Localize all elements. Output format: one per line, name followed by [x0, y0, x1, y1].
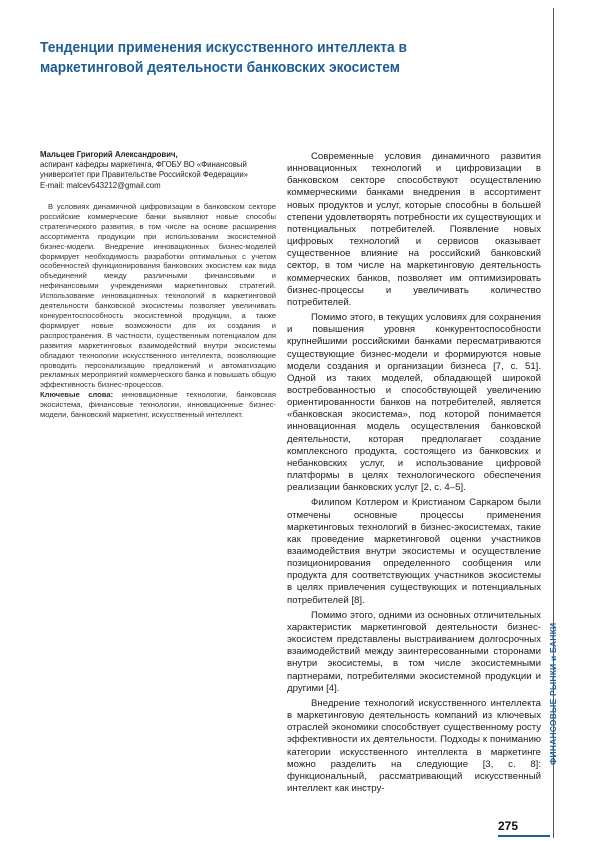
keywords-text: инновационные технологии, банковская экосистема, финансовые технологии, инновационные бизнес-модели, банковский маркетинг, искусственный интеллект.: [40, 390, 276, 419]
abstract: [40, 202, 276, 390]
author-block: [40, 150, 276, 191]
keywords-label: Ключевые слова:: [40, 390, 114, 399]
author-position: аспирант кафедры маркетинга, ФГОБУ ВО «Финансовый университет при Правительстве Российской Федерации»: [40, 160, 249, 180]
paragraph: Современные условия динамичного развития инновационных технологий и цифровизации в банковском секторе способствуют осуществлению коммерческими банками внедрения в ассортимент новых продуктов и услуг, которые способны в большей степени удовлетворять потребности их существующих и потенциальных потребителей. Появление новых цифровых технологий и сервисов оказывает существенное влияние на российский банковский сектор, в том числе на маркетинговую деятельность коммерческих банков, позволяет им оптимизировать бизнес-процессы и увеличивать количество потребителей.: [287, 151, 541, 308]
keywords: [40, 390, 276, 420]
paragraph: Помимо этого, в текущих условиях для сохранения и повышения уровня конкурентоспособности крупнейшими российскими банками пересматриваются существующие бизнес-модели и формируются новые модели создания и организации бизнеса [7, с. 51]. Одной из таких моделей, обладающей широкой востребованностью и способствующей увеличению ориентированности банков на потребителей, является «банковская экосистема», под которой понимается инновационная модель осуществления банковской деятельности, которая предполагает создание комплексного продукта, состоящего из банковских и небанковских услуг, и использование цифровой платформы в целях технологического обеспечения реализации банковских услуг [2, с. 4–5].: [287, 312, 541, 494]
main-text-column: [287, 151, 541, 816]
footer-rule: [498, 835, 550, 837]
author-email: E-mail: malcev543212@gmail.com: [40, 180, 161, 190]
section-side-label: ФИНАНСОВЫЕ РЫНКИ и БАНКИ: [548, 622, 558, 765]
abstract-text: В условиях динамичной цифровизации в банковском секторе российские коммерческие банки выявляют новые способы стратегического развития, в том числе на основе расширения ассортимента продукции при использовании экосистемной бизнес-модели. Внедрение инновационных бизнес-моделей формирует необходимость разработки оптимальных с учетом особенностей функционирования банковских экосистем как вида объединений между различными финансовыми и нефинансовыми учреждениями маркетинговых стратегий. Использование инновационных технологий в маркетинговой деятельности банковской экосистемы позволяет увеличивать конкурентоспособность экосистемной продукции, а также формирует новые возможности для их создания и распространения. В частности, существенным потенциалом для развития маркетинговых взаимодействий внутри экосистемы обладают технологии искусственного интеллекта, позволяющие проводить персонализацию предложений и автоматизацию рекламных мероприятий коммерческого банка и повышать общую эффективность бизнес-процессов.: [40, 202, 276, 390]
article-title: Тенденции применения искусственного интеллекта в маркетинговой деятельности банковских экосистем: [40, 39, 408, 76]
paragraph: Филипом Котлером и Кристианом Саркаром были отмечены основные процессы применения маркетинговых технологий в бизнес-экосистемах, такие как проведение маркетинговой оценки участников взаимодействия внутри экосистемы и осуществление позиционирования определенного сообщения или продукта для соответствующих участников экосистемы в целях привлечения существующих и потенциальных потребителей [8].: [287, 497, 541, 606]
author-name: Мальцев Григорий Александрович,: [40, 150, 178, 159]
paragraph: Помимо этого, одними из основных отличительных характеристик маркетинговой деятельности бизнес-экосистем представлены выстраиванием долгосрочных взаимодействий между заинтересованными сторонами внутри экосистемы, в том числе экосистемными партнерами, потребителями экосистемной продукции и другими [4].: [287, 609, 541, 694]
page-number: 275: [498, 819, 519, 833]
paragraph: Внедрение технологий искусственного интеллекта в маркетинговую деятельность компаний из ключевых отраслей экономики способствует существенному росту эффективности их деятельности. Подходы к пониманию категории искусственного интеллекта в маркетинге можно разделить на следующие [3, с. 8]: функциональный, рассматривающий искусственный интеллект как инстру-: [287, 697, 541, 794]
